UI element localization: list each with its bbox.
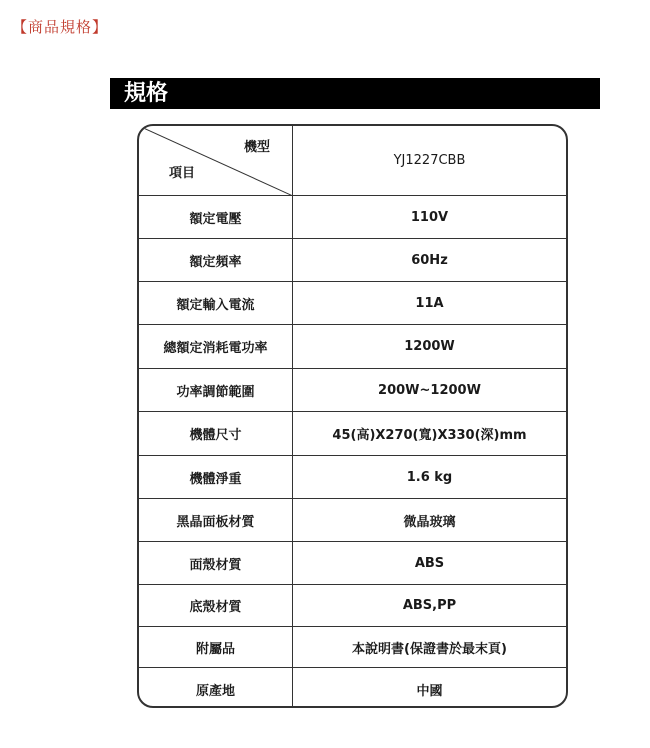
spec-label: 附屬品 [139, 627, 293, 667]
spec-label: 額定頻率 [139, 239, 293, 281]
spec-value: 微晶玻璃 [403, 514, 456, 530]
spec-value: 60Hz [411, 252, 448, 268]
spec-label: 面殼材質 [139, 542, 293, 584]
spec-banner-title: 規格 [124, 81, 169, 106]
spec-value: 11A [415, 295, 444, 311]
spec-row-bottom-shell [139, 585, 566, 627]
spec-row-total-power [139, 325, 566, 369]
column-label: 機型 [243, 140, 270, 155]
spec-row-net-weight [139, 456, 566, 499]
row-label: 項目 [169, 166, 196, 181]
spec-value: ABS [414, 555, 445, 571]
spec-value: 45(高)X270(寬)X330(深)mm [332, 428, 527, 443]
spec-table [137, 124, 568, 708]
spec-label: 額定輸入電流 [139, 282, 293, 324]
spec-row-rated-frequency [139, 239, 566, 282]
spec-row-dimensions [139, 412, 566, 456]
spec-label: 額定電壓 [139, 196, 293, 238]
spec-row-rated-current [139, 282, 566, 325]
spec-value: 110V [410, 209, 449, 225]
spec-row-origin [139, 668, 566, 708]
spec-value: ABS,PP [402, 598, 457, 613]
spec-value: 1200W [404, 339, 455, 354]
spec-row-accessories [139, 627, 566, 668]
spec-row-top-shell [139, 542, 566, 585]
spec-label: 機體尺寸 [139, 412, 293, 455]
spec-value: 200W~1200W [378, 382, 481, 398]
spec-row-rated-voltage [139, 196, 566, 239]
spec-value: 本說明書(保證書於最末頁) [352, 641, 507, 657]
model-number: YJ1227CBB [393, 153, 466, 168]
spec-label: 機體淨重 [139, 456, 293, 498]
spec-label: 黑晶面板材質 [139, 499, 293, 541]
spec-label: 總額定消耗電功率 [139, 325, 293, 368]
spec-value: 中國 [416, 683, 443, 699]
spec-header-corner [139, 126, 293, 195]
spec-banner [110, 78, 600, 109]
spec-header-row [139, 126, 566, 196]
spec-value: 1.6 kg [406, 469, 453, 485]
spec-label: 原產地 [139, 668, 293, 708]
spec-label: 功率調節範圍 [139, 369, 293, 411]
spec-row-power-range [139, 369, 566, 412]
spec-row-panel-material [139, 499, 566, 542]
spec-label: 底殼材質 [139, 585, 293, 626]
section-tag: 【商品規格】 [12, 18, 109, 36]
